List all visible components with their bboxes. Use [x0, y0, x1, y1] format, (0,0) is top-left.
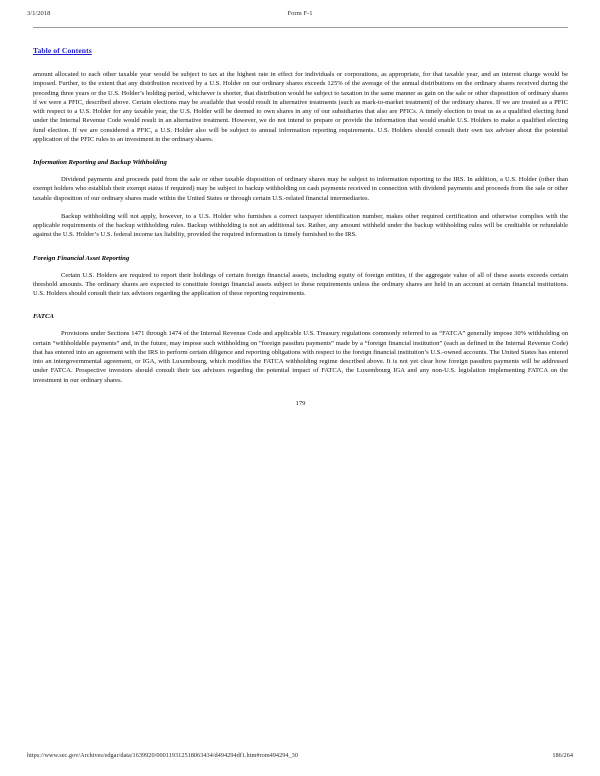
print-date: 3/1/2018: [27, 10, 51, 17]
browser-print-header: [27, 10, 573, 22]
paragraph-information-reporting-1: Dividend payments and proceeds paid from the sale or other taxable disposition of ordinary shares may be subject to information reporting to the IRS. In addition, a U.S. Holder (other than exempt holders who establish their exempt status if required) may be subject to backup withholding on cash payments received in connection with dividend payments and proceeds from the sale or other taxable disposition of our ordinary shares made within the United States or through certain U.S.-related financial intermediaries.: [33, 176, 568, 202]
paragraph-fatca-1: Provisions under Sections 1471 through 1474 of the Internal Revenue Code and applicable U.S. Treasury regulations commonly referred to as “FATCA” generally impose 30% withholding on certain “withholdable payments” and, in the future, may impose such withholding on “foreign passthru payments” made by a “foreign financial institution” (each as defined in the Internal Revenue Code) that has entered into an agreement with the IRS to perform certain diligence and reporting obligations with respect to the foreign financial institution’s U.S.-owned accounts. The United States has entered into an intergovernmental agreement, or IGA, with Luxembourg, which modifies the FATCA withholding regime described above. It is not yet clear how foreign passthru payments will be addressed under FATCA. Prospective investors should consult their tax advisors regarding the potential impact of FATCA, the Luxembourg IGA and any non-U.S. legislation implementing FATCA on the investment in our ordinary shares.: [33, 330, 568, 384]
paragraph-information-reporting-2: Backup withholding will not apply, however, to a U.S. Holder who furnishes a correct taxpayer identification number, makes other required certification and otherwise complies with the applicable requirements of the backup withholding rules. Backup withholding is not an additional tax. Rather, any amount withheld under the backup withholding rules will be creditable or refundable against the U.S. Holder’s U.S. federal income tax liability, provided the required information is timely furnished to the IRS.: [33, 212, 568, 239]
paragraph-pfic-continued: amount allocated to each other taxable year would be subject to tax at the highest rate in effect for individuals or corporations, as appropriate, for that taxable year, and an interest charge would be imposed. Further, to the extent that any distribution received by a U.S. Holder on our ordinary shares exceeds 125% of the average of the annual distributions on the ordinary shares received during the preceding three years or the U.S. Holder’s holding period, whichever is shorter, that distribution would be subject to taxation in the same manner as gain on the sale or other disposition of ordinary shares if we were a PFIC, described above. Certain elections may be available that would result in alternative treatments (such as mark-to-market treatment) of the ordinary shares. If we are treated as a PFIC with respect to a U.S. Holder for any taxable year, the U.S. Holder will be deemed to own shares in any of our subsidiaries that also are PFICs. A timely election to treat us as a qualified electing fund under the Internal Revenue Code would result in an alternative treatment. However, we do not intend to prepare or provide the information that would enable U.S. Holders to make a qualified electing fund election. If we are considered a PFIC, a U.S. Holder also will be subject to annual information reporting requirements. U.S. Holders should consult their own tax adviser about the potential application of the PFIC rules to an investment in the ordinary shares.: [33, 71, 568, 143]
table-of-contents-link[interactable]: Table of Contents: [33, 46, 92, 55]
document-body: [33, 40, 568, 408]
print-page-count: 186/264: [552, 752, 573, 759]
print-document-title: Form F-1: [287, 10, 313, 17]
section-heading-foreign-financial-asset-reporting: Foreign Financial Asset Reporting: [33, 254, 130, 262]
paragraph-foreign-financial-asset-reporting-1: Certain U.S. Holders are required to report their holdings of certain foreign financial assets, including equity of foreign entities, if the aggregate value of all of these assets exceeds certain threshold amounts. The ordinary shares are expected to constitute foreign financial assets subject to these requirements unless the ordinary shares are held in an account at certain financial institutions. U.S. Holders should consult their tax advisors regarding the application of these reporting requirements.: [33, 271, 568, 297]
header-divider: [33, 27, 568, 28]
section-heading-fatca: FATCA: [33, 313, 54, 321]
page-number: 179: [295, 399, 306, 407]
source-url: https://www.sec.gov/Archives/edgar/data/1639920/000119312518063434/d494294df1.htm#rom494294_30: [27, 752, 298, 759]
section-heading-information-reporting: Information Reporting and Backup Withholding: [33, 159, 167, 166]
browser-print-footer: [27, 752, 573, 764]
